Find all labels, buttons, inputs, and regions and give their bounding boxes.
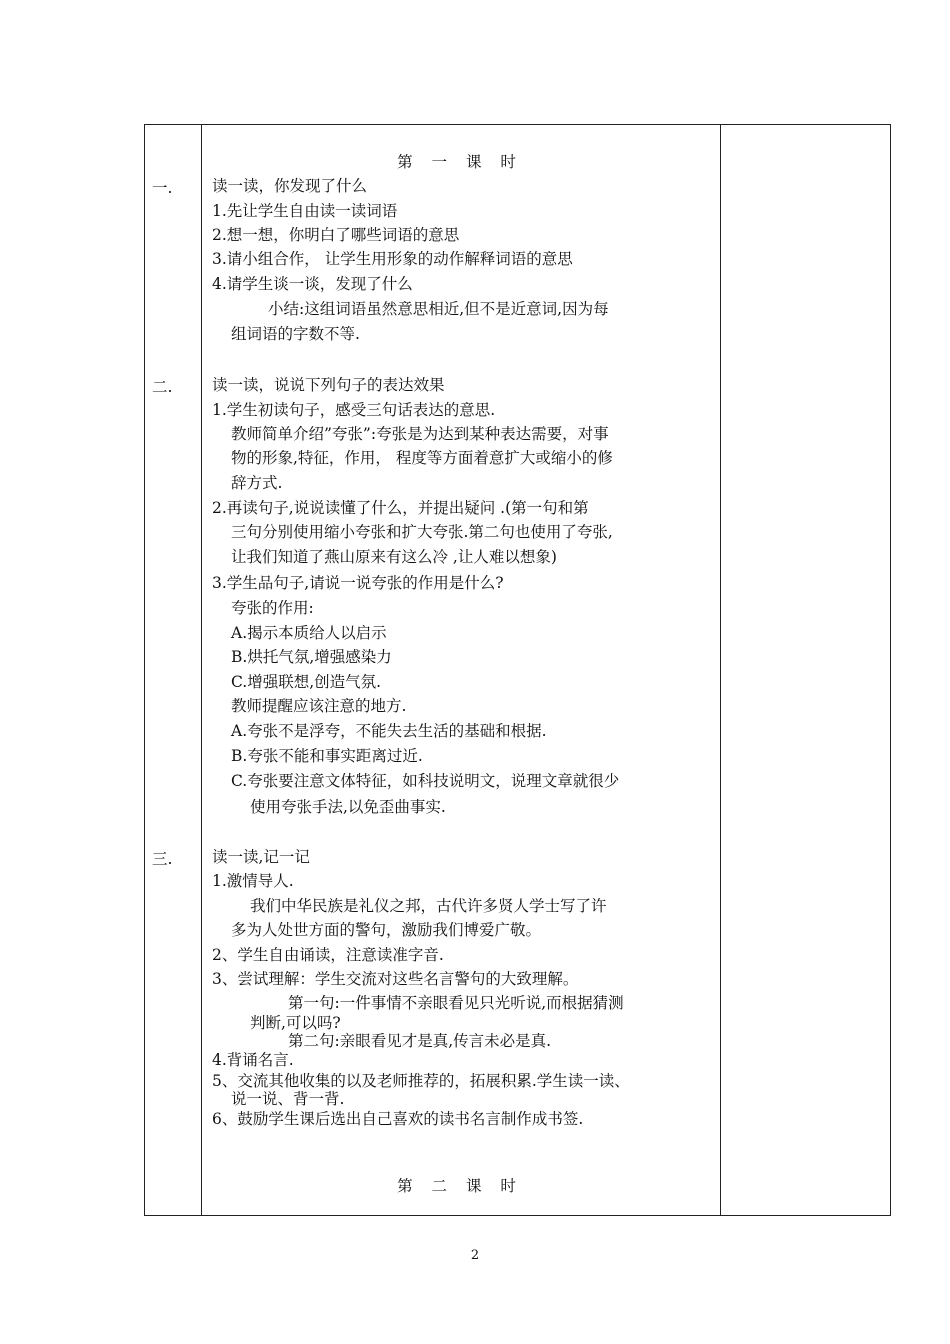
section1-line: 1.先让学生自由读一读词语 [212,202,398,220]
section2-line: 辞方式. [231,474,283,492]
section2-line: A.夸张不是浮夸，不能失去生活的基础和根据. [231,722,547,740]
section2-line: B.夸张不能和事实距离过近. [231,747,423,765]
section3-line: 多为人处世方面的警句，激励我们博爱广敬。 [231,921,542,939]
section3-line: 6、鼓励学生课后选出自己喜欢的读书名言制作成书签. [212,1110,584,1128]
section3-line: 4.背诵名言. [212,1051,294,1069]
section3-heading: 读一读,记一记 [212,848,310,866]
section3-line: 第一句:一件事情不亲眼看见只光听说,而根据猜测 [288,994,624,1012]
section2-line: 让我们知道了燕山原来有这么冷 ,让人难以想象) [231,548,557,566]
section2-number: 二. [152,378,173,396]
section1-line: 3.请小组合作， 让学生用形象的动作解释词语的意思 [212,250,573,268]
lesson1-title: 第 一 课 时 [397,153,523,171]
section2-line: 夸张的作用: [231,599,314,617]
section3-line: 3、尝试理解：学生交流对这些名言警句的大致理解。 [212,970,579,988]
section1-line: 2.想一想，你明白了哪些词语的意思 [212,226,460,244]
section1-summary: 小结:这组词语虽然意思相近,但不是近意词,因为每 [268,300,609,318]
section2-line: C.夸张要注意文体特征，如科技说明文，说理文章就很少 [231,772,620,790]
section1-summary-cont: 组词语的字数不等. [231,325,360,343]
section1-number: 一. [152,179,173,197]
column-divider-left [201,125,202,1215]
section2-line: 教师简单介绍”夸张”:夸张是为达到某种表达需要，对事 [231,425,609,443]
section2-line: A.揭示本质给人以启示 [231,624,387,642]
lesson2-title: 第 二 课 时 [397,1177,523,1195]
section1-line: 4.请学生谈一谈，发现了什么 [212,275,413,293]
page-number: 2 [470,1248,480,1263]
section2-line: 1.学生初读句子，感受三句话表达的意思. [212,401,496,419]
section3-line: 判断,可以吗? [250,1014,341,1032]
section2-line: C.增强联想,创造气氛. [231,673,382,691]
section3-number: 三. [152,850,173,868]
section2-line: 使用夸张手法,以免歪曲事实. [250,798,446,816]
section3-line: 说一说、背一背. [231,1090,345,1108]
section3-line: 5、交流其他收集的以及老师推荐的，拓展积累.学生读一读、 [212,1072,630,1090]
section2-line: B.烘托气氛,增强感染力 [231,648,392,666]
section2-line: 三句分别使用缩小夸张和扩大夸张.第二句也使用了夸张, [231,523,613,541]
section3-line: 2、学生自由诵读，注意读准字音. [212,946,444,964]
section1-heading: 读一读，你发现了什么 [212,177,368,195]
section2-line: 2.再读句子,说说读懂了什么，并提出疑问 .(第一句和第 [212,499,589,517]
section2-line: 3.学生品句子,请说一说夸张的作用是什么? [212,574,504,592]
section3-line: 我们中华民族是礼仪之邦，古代许多贤人学士写了许 [250,897,607,915]
section3-line: 1.激情导人. [212,872,294,890]
section2-line: 教师提醒应该注意的地方. [231,697,407,715]
section2-heading: 读一读，说说下列句子的表达效果 [212,376,445,394]
section2-line: 物的形象,特征，作用， 程度等方面着意扩大或缩小的修 [231,449,613,467]
section3-line: 第二句:亲眼看见才是真,传言未必是真. [288,1032,552,1050]
column-divider-right [720,125,721,1215]
